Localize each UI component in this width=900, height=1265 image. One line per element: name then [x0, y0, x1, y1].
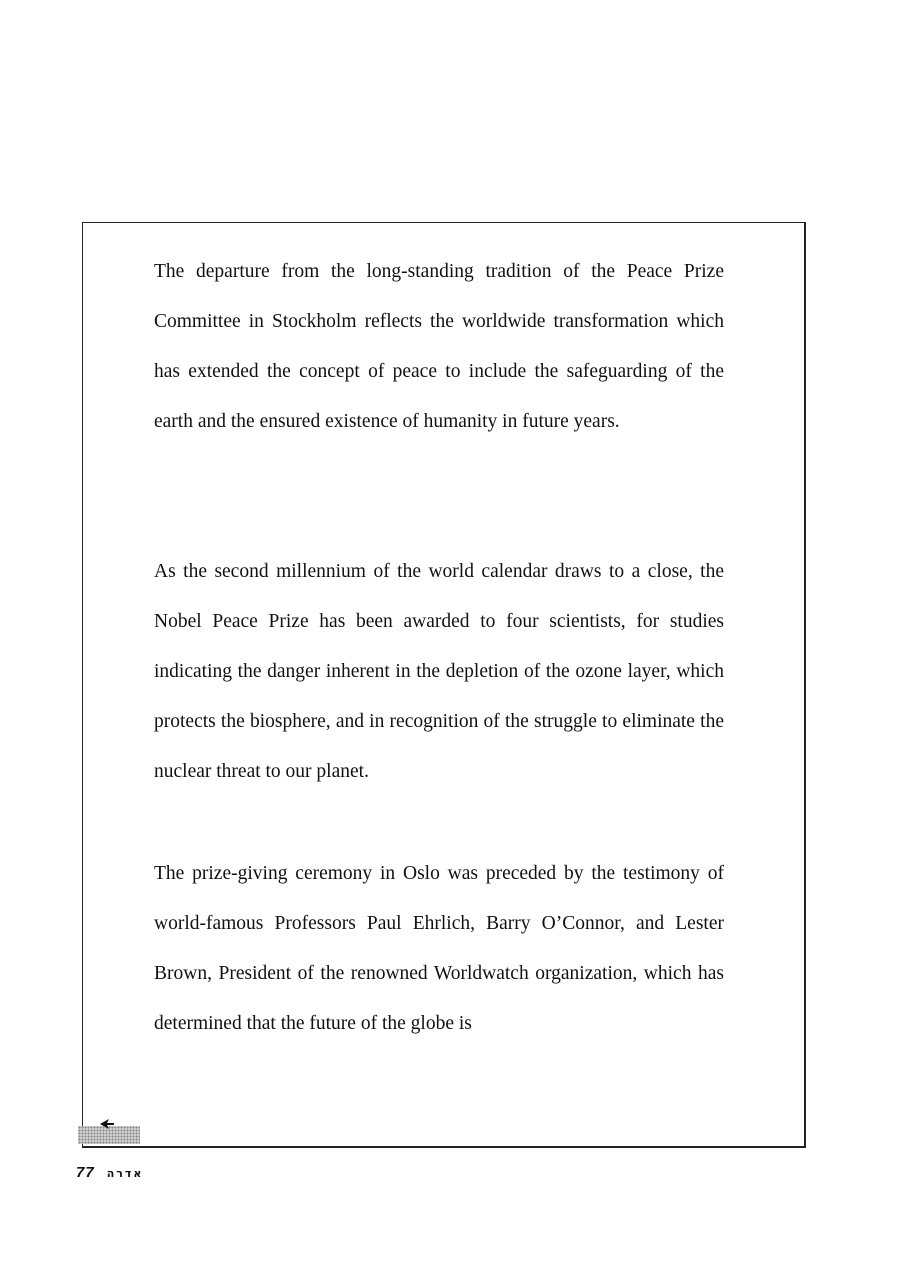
paragraph-2 — [154, 547, 724, 797]
paragraph-3 — [154, 849, 724, 1049]
page-footer — [76, 1164, 143, 1181]
publication-name: אדרה — [106, 1167, 144, 1180]
arrow-left-icon — [100, 1118, 114, 1130]
paragraph-text: The departure from the long-standing tradition of the Peace Prize Committee in Stockholm reflects the worldwide transformation which has extended the concept of peace to include the safeguarding of the earth and the ensured existence of humanity in future years. — [154, 261, 724, 432]
page-number: 77 — [76, 1164, 95, 1181]
paragraph-text: As the second millennium of the world calendar draws to a close, the Nobel Peace Prize has been awarded to four scientists, for studies indicating the danger inherent in the depletion of the ozone layer, which protects the biosphere, and in recognition of the struggle to eliminate the nuclear threat to our planet. — [154, 561, 724, 782]
paragraph-1 — [154, 247, 724, 447]
paragraph-text: The prize-giving ceremony in Oslo was preceded by the testimony of world-famous Professors Paul Ehrlich, Barry O’Connor, and Lester Brown, President of the renowned Worldwatch organization, which has determined that the future of the globe is — [154, 863, 724, 1034]
